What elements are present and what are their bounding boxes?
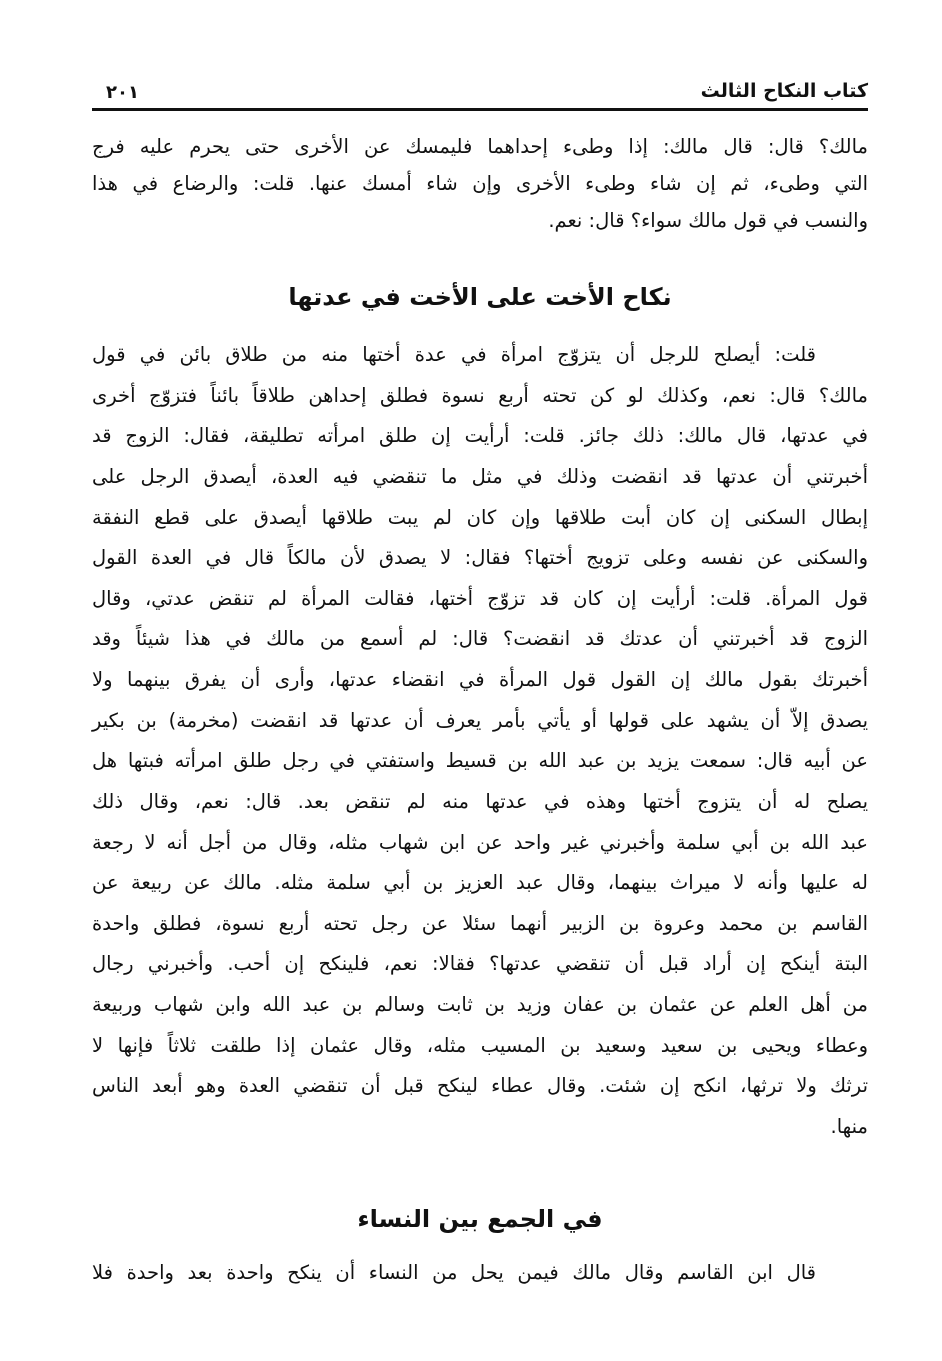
text-line: والنسب في قول مالك سواء؟ قال: نعم.	[548, 209, 868, 232]
text-line: قول المرأة. قلت: أرأيت إن كان قد تزوّج أختها، فقالت المرأة لم تنقض عدتي، وقال	[92, 587, 868, 610]
text-line: عن أبيه قال: سمعت يزيد بن عبد الله بن قسيط واستفتي في رجل طلق امرأته فبتها هل	[92, 749, 868, 772]
text-line: إبطال السكنى إن كان أبت طلاقها وإن كان لم يبت طلاقها أيصدق على قطع النفقة	[92, 506, 868, 529]
text-line: من أهل العلم عن عثمان بن عفان وزيد بن ثابت وسالم بن عبد الله وابن شهاب وربيعة	[92, 993, 868, 1016]
text-line: قال ابن القاسم وقال مالك فيمن يحل من النساء أن ينكح واحدة بعد واحدة فلا	[92, 1261, 816, 1284]
page-number: ٢٠١	[106, 82, 139, 103]
text-line: مالك؟ قال: قال مالك: إذا وطىء إحداهما فليمسك عن الأخرى حتى يحرم عليه فرج	[92, 135, 868, 158]
running-header	[92, 80, 868, 110]
text-line: منها.	[830, 1115, 868, 1138]
text-line: التي وطىء، ثم إن شاء وطىء الأخرى وإن شاء أمسك عنها. قلت: والرضاع في هذا	[92, 172, 868, 195]
text-line: أخبرتني أن عدتها قد انقضت وذلك في مثل ما تنقضي فيه العدة، أيصدق الرجل على	[92, 465, 868, 488]
header-rule	[92, 108, 868, 111]
text-line: يصلح له أن يتزوج أختها وهذه في عدتها منه لم تنقض بعد. قال: نعم، وقال ذلك	[92, 790, 868, 813]
text-line: وعطاء ويحيى بن سعيد وسعيد بن المسيب مثله، وقال عثمان إذا طلقت ثلاثاً فإنها لا	[92, 1034, 868, 1057]
text-line: في عدتها، قال مالك: ذلك جائز. قلت: أرأيت إن طلق امرأته تطليقة، فقال: الزوج قد	[92, 424, 868, 447]
text-line: ترثك ولا ترثها، انكح إن شئت. وقال عطاء لينكح قبل أن تنقضي العدة وهو أبعد الناس	[92, 1074, 868, 1097]
text-line: القاسم بن محمد وعروة بن الزبير أنهما سئلا عن رجل تحته أربع نسوة، فطلق واحدة	[92, 912, 868, 935]
text-line: والسكنى عن نفسه وعلى تزويج أختها؟ فقال: لا يصدق لأن مالكاً قال في العدة القول	[92, 546, 868, 569]
section-heading: نكاح الأخت على الأخت في عدتها	[288, 283, 672, 311]
text-line: الزوج قد أخبرتني أن عدتك قد انقضت؟ قال: لم أسمع من مالك في هذا شيئاً وقد	[92, 627, 868, 650]
text-line: عبد الله بن أبي سلمة وأخبرني غير واحد عن ابن شهاب مثله، وقال من أجل أنه لا رجعة	[92, 831, 868, 854]
section-heading: في الجمع بين النساء	[357, 1205, 603, 1233]
text-line: البتة أينكح إن أراد قبل أن تنقضي عدتها؟ فقالا: نعم، فلينكح إن أحب. وأخبرني رجال	[92, 952, 868, 975]
text-line: يصدق إلاّ أن يشهد على قولها أو يأتي بأمر يعرف أن عدتها قد انقضت (مخرمة) بن بكير	[92, 709, 868, 732]
text-line: قلت: أيصلح للرجل أن يتزوّج امرأة في عدة أختها منه من طلاق بائن في قول	[92, 343, 816, 366]
text-line: أخبرتك بقول مالك إن القول قول المرأة في انقضاء عدتها، وأرى أن يفرق بينهما ولا	[92, 668, 868, 691]
text-line: مالك؟ قال: نعم، وكذلك لو كن تحته أربع نسوة فطلق إحداهن طلاقاً بائناً فتزوّج أخرى	[92, 384, 868, 407]
book-title: كتاب النكاح الثالث	[700, 80, 868, 102]
text-line: له عليها وأنه لا ميراث بينهما، وقال عبد العزيز بن أبي سلمة مثله. مالك عن ربيعة عن	[92, 871, 868, 894]
